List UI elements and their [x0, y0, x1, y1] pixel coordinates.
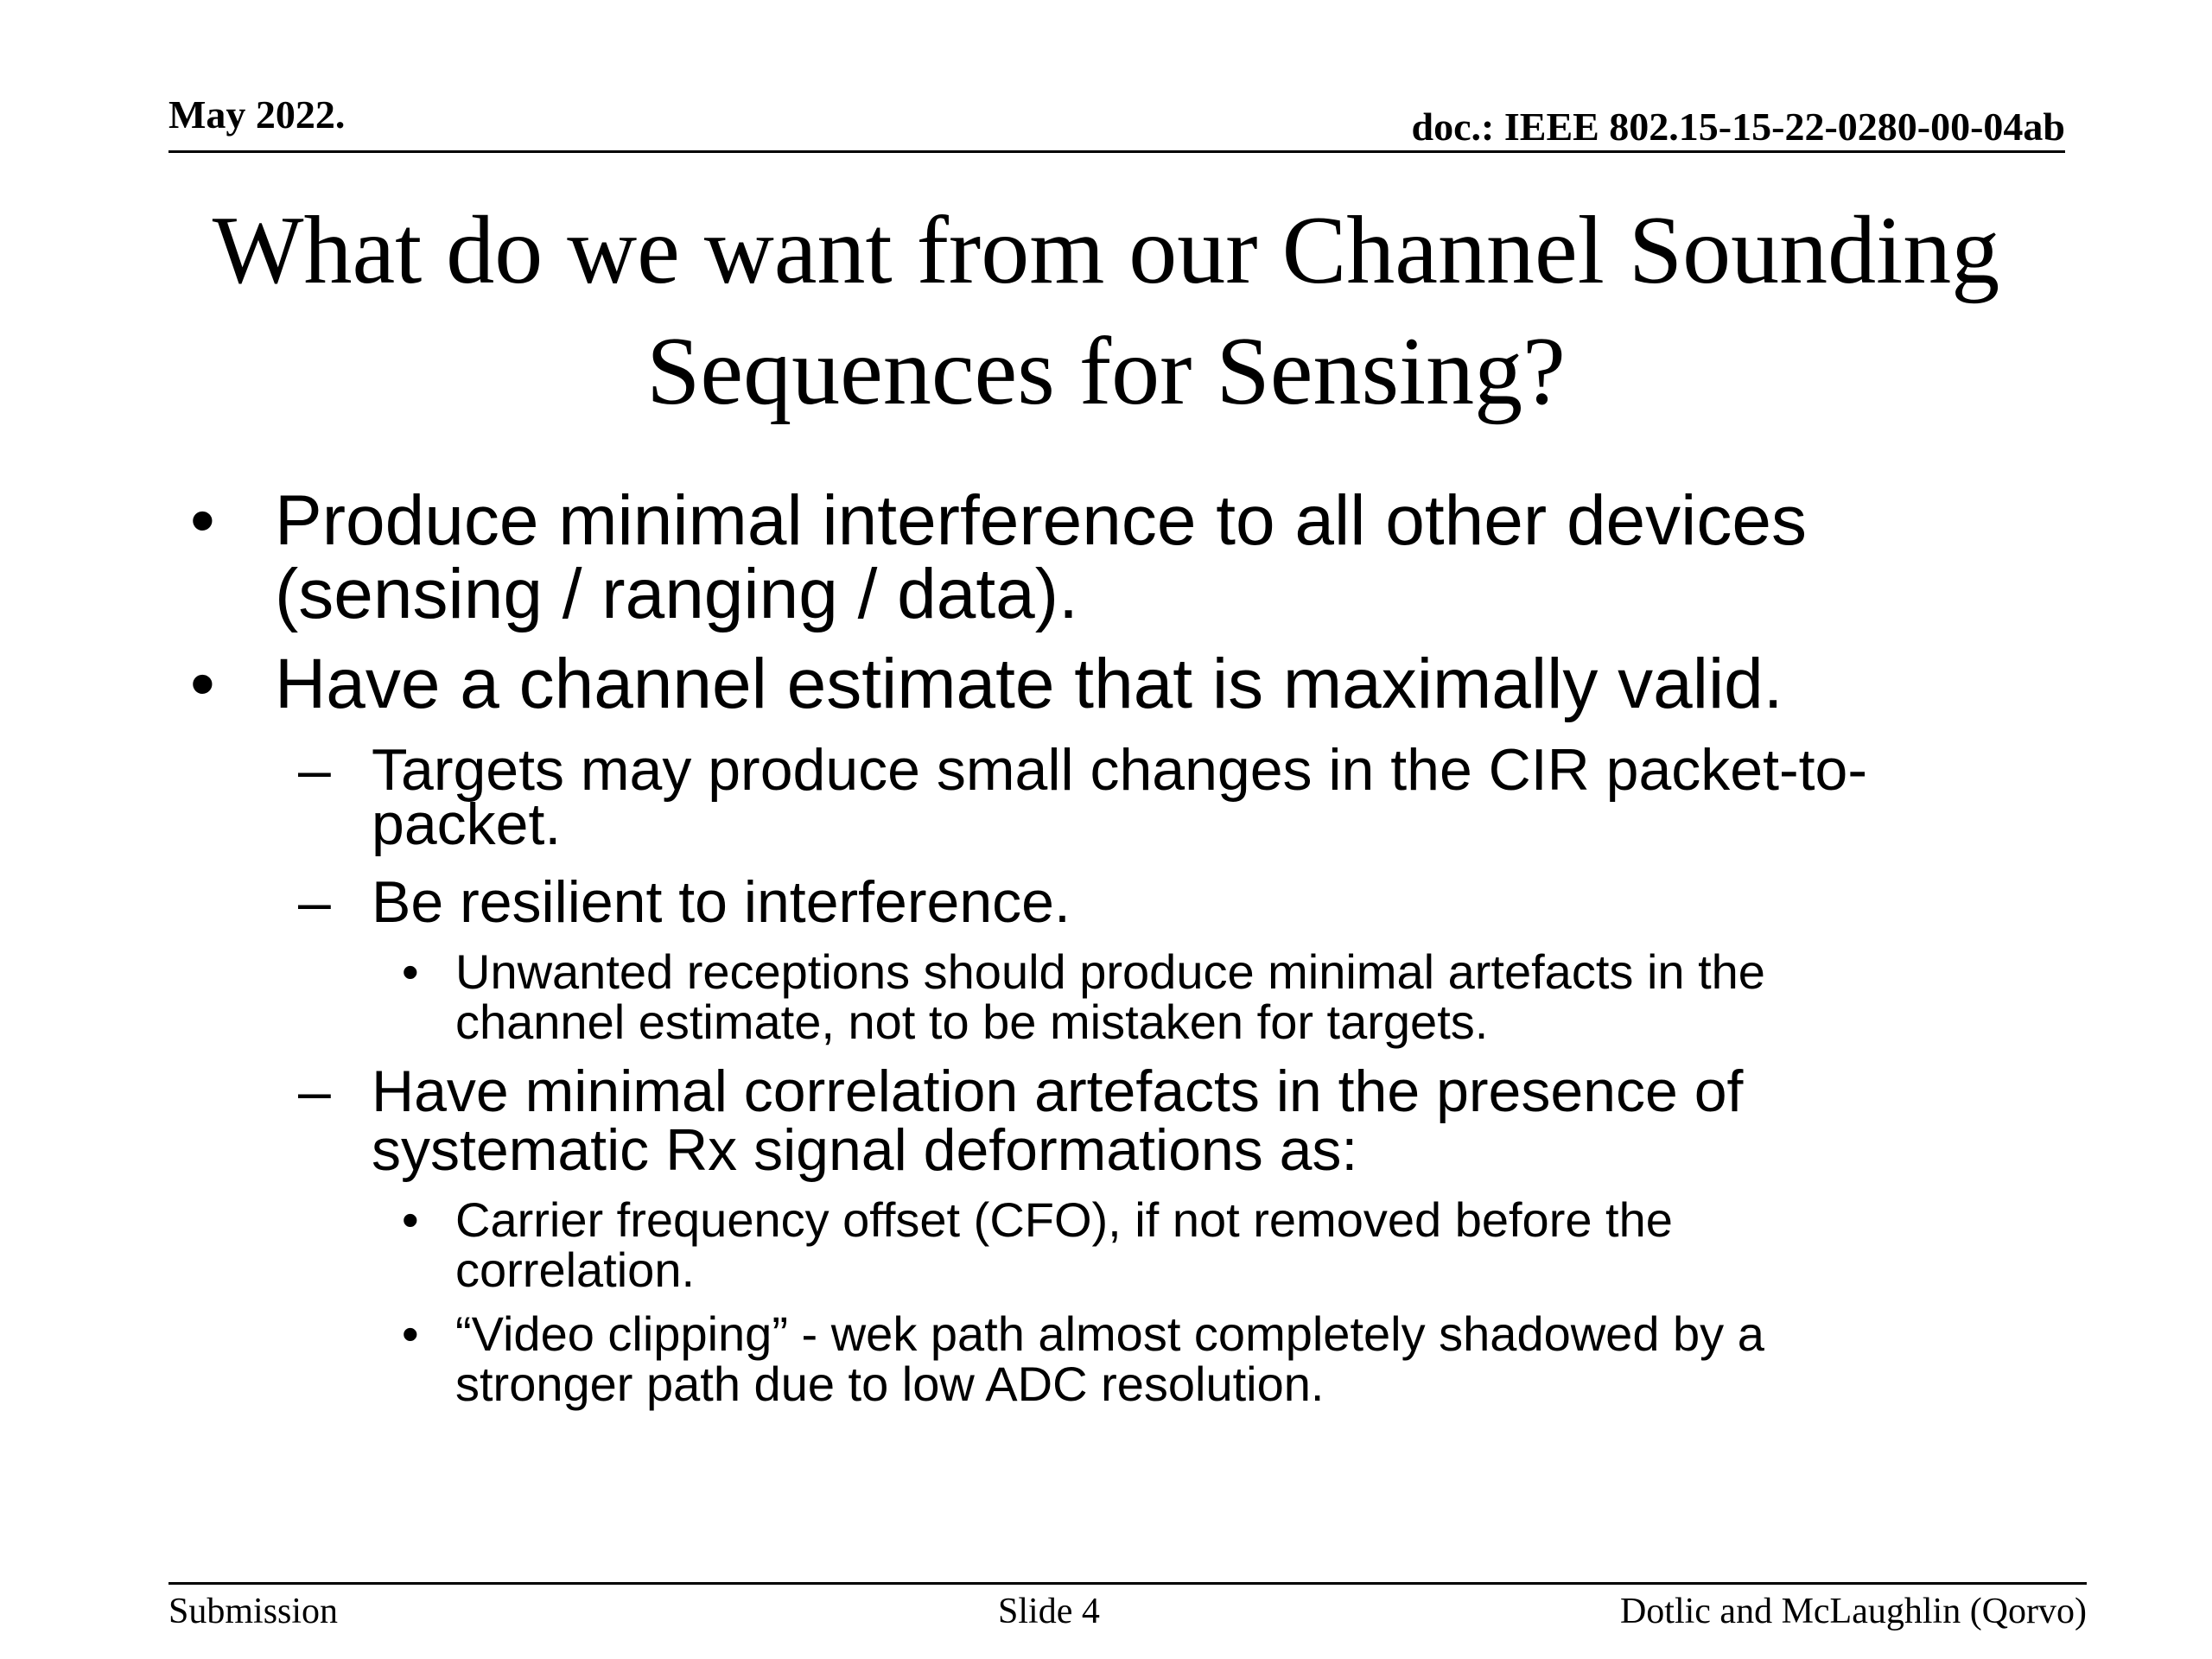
bullet-text: Produce minimal interference to all other devices	[275, 481, 1807, 560]
footer-slide-number: Slide 4	[998, 1592, 1100, 1631]
subsubbullet-text: correlation.	[455, 1243, 696, 1297]
dash-marker: –	[298, 737, 331, 803]
dash-marker: –	[298, 1058, 331, 1124]
bullet-marker: •	[402, 944, 419, 999]
header-doc-id: doc.: IEEE 802.15-15-22-0280-00-04ab	[1411, 105, 2065, 149]
subbullet-text: packet.	[372, 791, 562, 857]
subsubbullet-text: “Video clipping” - wek path almost completely shadowed by a	[455, 1306, 1764, 1361]
bullet-marker: •	[402, 1192, 419, 1247]
subbullet-text: systematic Rx signal deformations as:	[372, 1117, 1358, 1183]
subsubbullet-text: channel estimate, not to be mistaken for targets.	[455, 995, 1489, 1049]
subbullet-text: Targets may produce small changes in the CIR packet-to-	[372, 737, 1868, 803]
slide-title: What do we want from our Channel Sounding Sequences for Sensing?	[212, 197, 2000, 425]
subsubbullet-text: Unwanted receptions should produce minimal artefacts in the	[455, 944, 1765, 999]
slide-header	[168, 92, 2065, 153]
subbullet-text: Be resilient to interference.	[372, 869, 1071, 935]
footer-authors: Dotlic and McLaughlin (Qorvo)	[1619, 1592, 2087, 1631]
bullet-text: Have a channel estimate that is maximally valid.	[275, 645, 1783, 723]
subbullet-text: Have minimal correlation artefacts in the presence of	[372, 1058, 1744, 1124]
bullet-marker: •	[190, 481, 215, 560]
dash-marker: –	[298, 869, 331, 935]
footer-submission: Submission	[168, 1592, 339, 1631]
header-date: May 2022.	[168, 92, 346, 137]
bullet-marker: •	[190, 645, 215, 723]
bullet-text: (sensing / ranging / data).	[275, 555, 1078, 633]
slide-footer	[168, 1582, 2087, 1637]
subsubbullet-text: stronger path due to low ADC resolution.	[455, 1357, 1325, 1411]
subsubbullet-text: Carrier frequency offset (CFO), if not removed before the	[455, 1192, 1673, 1247]
bullet-marker: •	[402, 1306, 419, 1361]
